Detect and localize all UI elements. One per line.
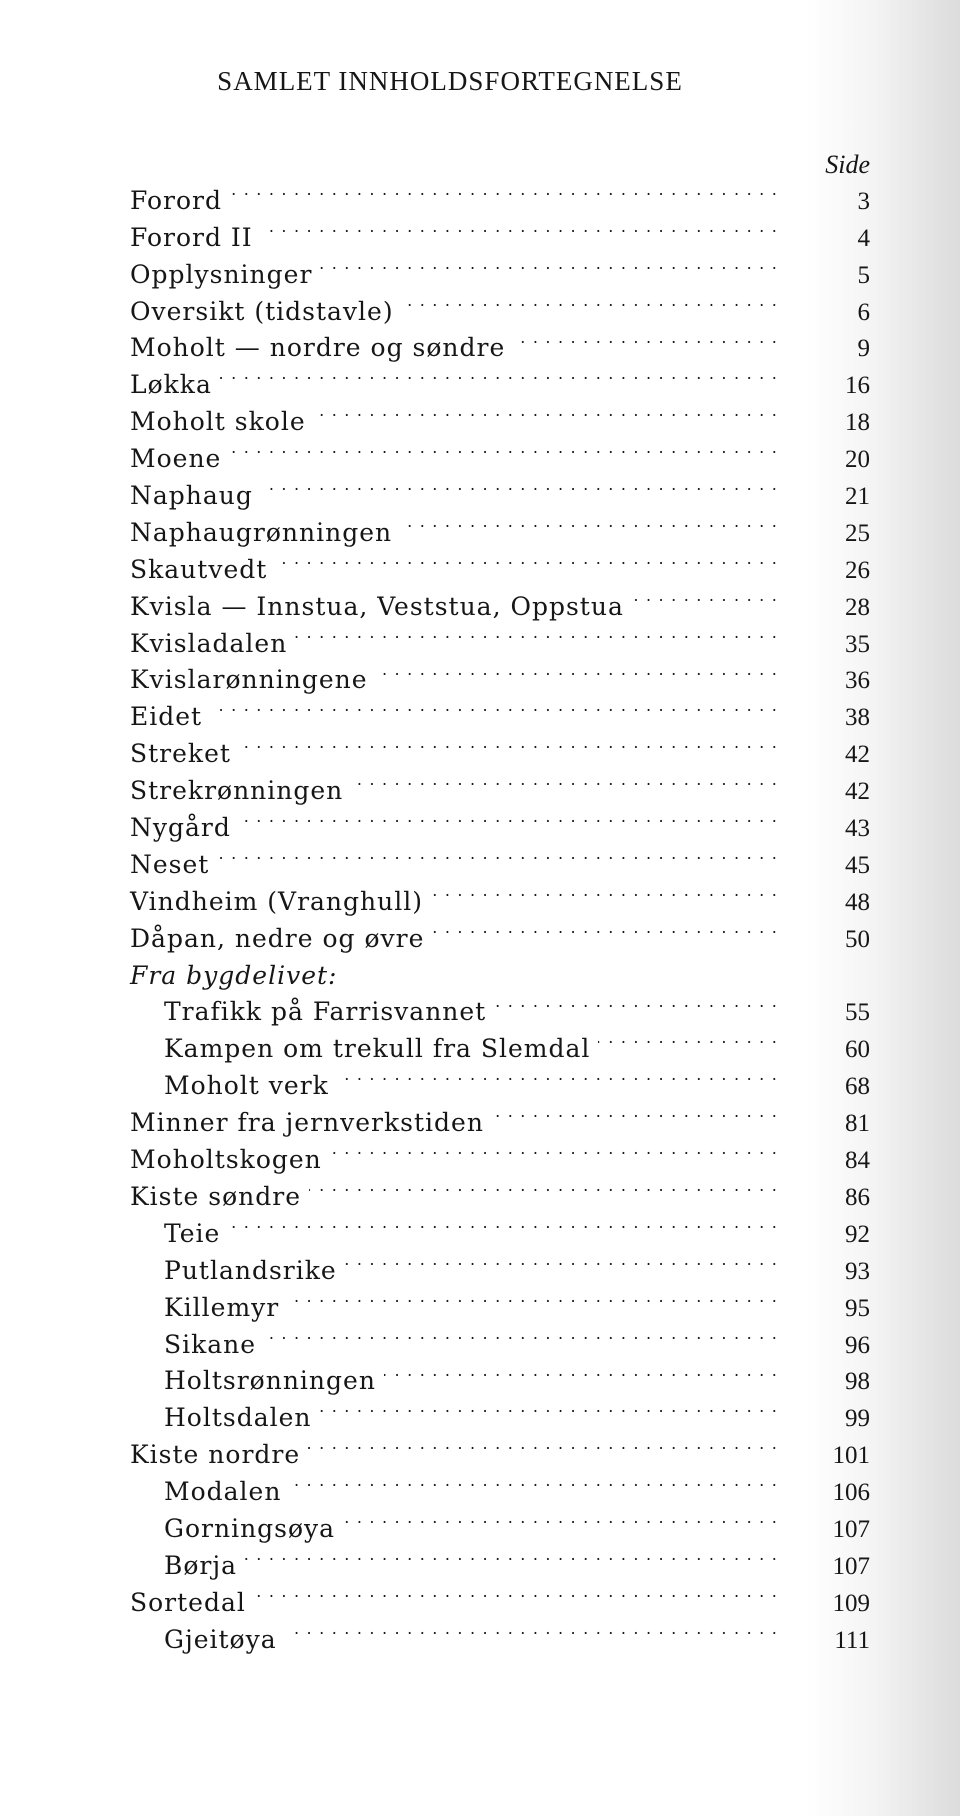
toc-entry-title: Eidet — [130, 702, 203, 732]
toc-entry — [130, 430, 870, 474]
page-column-label: Side — [825, 150, 870, 179]
toc-entry-title: Minner fra jernverkstiden — [130, 1108, 484, 1138]
dot-leader — [245, 1537, 778, 1574]
toc-entry-page-number: 36 — [845, 667, 870, 695]
toc-entry — [130, 283, 870, 326]
toc-entry — [130, 1131, 870, 1175]
page-heading: SAMLET INNHOLDSFORTEGNELSE — [217, 66, 683, 96]
toc-entry-title: Opplysninger — [130, 259, 313, 289]
toc-entry-title: Sikane — [164, 1329, 257, 1359]
toc-entry-title: Forord II — [130, 222, 253, 252]
dot-leader — [228, 1205, 778, 1242]
toc-entry-page-number: 20 — [845, 446, 870, 474]
dot-leader — [431, 873, 778, 910]
toc-entry-page-number: 9 — [857, 335, 870, 363]
toc-entry-title: Moholt skole — [130, 407, 306, 437]
toc-entry-page-number: 106 — [832, 1479, 870, 1507]
toc-entry — [130, 910, 870, 953]
dot-leader — [494, 984, 778, 1021]
toc-entry — [130, 762, 870, 806]
toc-entry — [130, 1020, 870, 1064]
toc-entry-title: Dåpan, nedre og øvre — [130, 923, 425, 953]
toc-entry-title: Moholt — nordre og søndre — [130, 333, 506, 363]
dot-leader — [513, 320, 778, 357]
toc-entry-title: Moholt verk — [164, 1071, 329, 1101]
toc-entry — [130, 209, 870, 252]
toc-entry-page-number: 45 — [845, 851, 870, 879]
toc-entry-page-number: 50 — [845, 925, 870, 953]
toc-entry — [130, 873, 870, 916]
toc-entry-page-number: 86 — [845, 1183, 870, 1211]
toc-entry-page-number: 109 — [832, 1589, 870, 1617]
dot-leader — [351, 762, 778, 799]
toc-entry-page-number: 107 — [832, 1552, 870, 1580]
toc-entry-title: Fra bygdelivet: — [130, 960, 338, 990]
toc-entry-title: Modalen — [164, 1477, 282, 1507]
toc-entry-title: Børja — [164, 1550, 238, 1580]
toc-entry — [130, 1611, 870, 1654]
toc-entry — [130, 1537, 870, 1580]
dot-leader — [400, 504, 778, 541]
dot-leader — [432, 910, 778, 947]
toc-entry-page-number: 92 — [845, 1220, 870, 1248]
toc-entry-title: Sortedal — [130, 1587, 246, 1617]
toc-entry-title: Trafikk på Farrisvannet — [164, 997, 487, 1027]
table-of-contents — [130, 172, 870, 1654]
toc-entry — [130, 947, 870, 990]
dot-leader — [345, 1242, 778, 1279]
toc-entry-title: Kvislarønningene — [130, 665, 368, 695]
toc-entry-title: Holtsdalen — [164, 1403, 312, 1433]
dot-leader — [229, 430, 778, 467]
toc-entry-title: Forord — [130, 185, 222, 215]
toc-entry-page-number: 81 — [845, 1110, 870, 1138]
toc-entry-title: Gorningsøya — [164, 1513, 336, 1543]
toc-entry — [130, 578, 870, 621]
toc-entry — [130, 246, 870, 289]
dot-leader — [309, 1168, 778, 1205]
toc-entry — [130, 1094, 870, 1138]
toc-entry-title: Naphaugrønningen — [130, 517, 393, 547]
toc-entry — [130, 799, 870, 843]
dot-leader — [287, 1279, 778, 1316]
toc-entry-title: Vindheim (Vranghull) — [130, 886, 423, 916]
dot-leader — [295, 615, 778, 652]
dot-leader — [376, 652, 778, 689]
toc-entry-title: Kvisladalen — [130, 628, 288, 658]
toc-entry-page-number: 60 — [845, 1036, 870, 1064]
toc-entry — [130, 1057, 870, 1101]
toc-entry-page-number: 43 — [845, 815, 870, 843]
toc-entry-page-number: 55 — [845, 999, 870, 1027]
dot-leader — [261, 467, 778, 504]
toc-entry — [130, 725, 870, 769]
toc-entry-page-number: 4 — [857, 224, 870, 252]
dot-leader — [343, 1500, 778, 1537]
dot-leader — [330, 1131, 778, 1168]
toc-entry — [130, 541, 870, 584]
toc-entry — [130, 1242, 870, 1285]
toc-entry — [130, 836, 870, 879]
toc-entry-title: Naphaug — [130, 481, 253, 511]
toc-entry-page-number: 38 — [845, 704, 870, 732]
dot-leader — [285, 1611, 778, 1648]
toc-entry-title: Nygård — [130, 813, 231, 843]
dot-leader — [598, 1020, 778, 1057]
toc-entry-title: Teie — [164, 1218, 221, 1248]
dot-leader — [289, 1463, 778, 1500]
toc-entry-page-number: 96 — [845, 1331, 870, 1359]
toc-entry-title: Putlandsrike — [164, 1255, 337, 1285]
toc-entry-title: Streket — [130, 739, 231, 769]
toc-entry-page-number: 42 — [845, 741, 870, 769]
toc-entry-page-number: 28 — [845, 593, 870, 621]
dot-leader — [402, 283, 778, 320]
toc-entry-page-number: 48 — [845, 888, 870, 916]
dot-leader — [210, 688, 778, 725]
toc-entry-page-number: 93 — [845, 1257, 870, 1285]
toc-entry-title: Gjeitøya — [164, 1624, 277, 1654]
toc-entry-title: Kvisla — Innstua, Veststua, Oppstua — [130, 591, 624, 621]
toc-entry — [130, 1500, 870, 1543]
toc-entry — [130, 1426, 870, 1470]
toc-entry-title: Neset — [130, 849, 210, 879]
toc-entry — [130, 1463, 870, 1507]
toc-entry-page-number: 84 — [845, 1147, 870, 1175]
toc-entry — [130, 1279, 870, 1322]
dot-leader — [337, 1057, 778, 1094]
toc-entry — [130, 1205, 870, 1248]
toc-entry — [130, 1316, 870, 1359]
toc-entry — [130, 393, 870, 437]
toc-entry-page-number: 107 — [832, 1515, 870, 1543]
toc-entry-page-number: 95 — [845, 1294, 870, 1322]
toc-entry — [130, 1574, 870, 1617]
dot-leader — [217, 836, 778, 873]
dot-leader — [261, 209, 778, 246]
toc-entry-page-number: 35 — [845, 630, 870, 658]
toc-entry-title: Holtsrønningen — [164, 1366, 376, 1396]
toc-entry-page-number: 21 — [845, 483, 870, 511]
dot-leader — [345, 947, 778, 984]
toc-entry — [130, 504, 870, 547]
toc-entry-title: Løkka — [130, 370, 212, 400]
dot-leader — [239, 725, 778, 762]
dot-leader — [320, 1389, 778, 1426]
toc-entry-page-number: 98 — [845, 1368, 870, 1396]
toc-entry-title: Strekrønningen — [130, 776, 344, 806]
toc-entry — [130, 172, 870, 215]
toc-entry-title: Kiste nordre — [130, 1440, 301, 1470]
toc-entry — [130, 1389, 870, 1433]
toc-entry-page-number: 42 — [845, 778, 870, 806]
dot-leader — [264, 1316, 778, 1353]
toc-entry — [130, 1353, 870, 1396]
dot-leader — [230, 172, 778, 209]
toc-entry-title: Killemyr — [164, 1292, 280, 1322]
dot-leader — [254, 1574, 778, 1611]
toc-entry-page-number: 99 — [845, 1405, 870, 1433]
toc-entry — [130, 652, 870, 695]
dot-leader — [384, 1353, 778, 1390]
dot-leader — [239, 799, 778, 836]
dot-leader — [492, 1094, 778, 1131]
toc-entry-page-number: 16 — [845, 372, 870, 400]
toc-entry-page-number: 111 — [834, 1626, 870, 1654]
toc-entry — [130, 320, 870, 363]
toc-entry-title: Skautvedt — [130, 554, 268, 584]
dot-leader — [320, 246, 778, 283]
toc-entry-page-number: 25 — [845, 519, 870, 547]
toc-entry — [130, 984, 870, 1027]
toc-entry-page-number: 18 — [845, 409, 870, 437]
toc-entry-page-number: 6 — [857, 298, 870, 326]
dot-leader — [275, 541, 778, 578]
toc-entry-page-number: 3 — [857, 187, 870, 215]
toc-entry-page-number: 5 — [857, 261, 870, 289]
dot-leader — [220, 356, 778, 393]
dot-leader — [314, 393, 778, 430]
toc-entry-title: Oversikt (tidstavle) — [130, 296, 394, 326]
toc-entry-page-number: 101 — [832, 1442, 870, 1470]
toc-entry-page-number: 26 — [845, 556, 870, 584]
dot-leader — [632, 578, 778, 615]
toc-entry-title: Moene — [130, 444, 222, 474]
toc-entry — [130, 1168, 870, 1211]
dot-leader — [308, 1426, 778, 1463]
toc-entry — [130, 615, 870, 658]
toc-entry — [130, 356, 870, 400]
toc-entry-title: Kampen om trekull fra Slemdal — [164, 1034, 591, 1064]
toc-entry — [130, 467, 870, 511]
toc-entry-title: Moholtskogen — [130, 1145, 322, 1175]
toc-entry — [130, 688, 870, 732]
toc-entry-page-number: 68 — [845, 1073, 870, 1101]
toc-entry-title: Kiste søndre — [130, 1181, 302, 1211]
